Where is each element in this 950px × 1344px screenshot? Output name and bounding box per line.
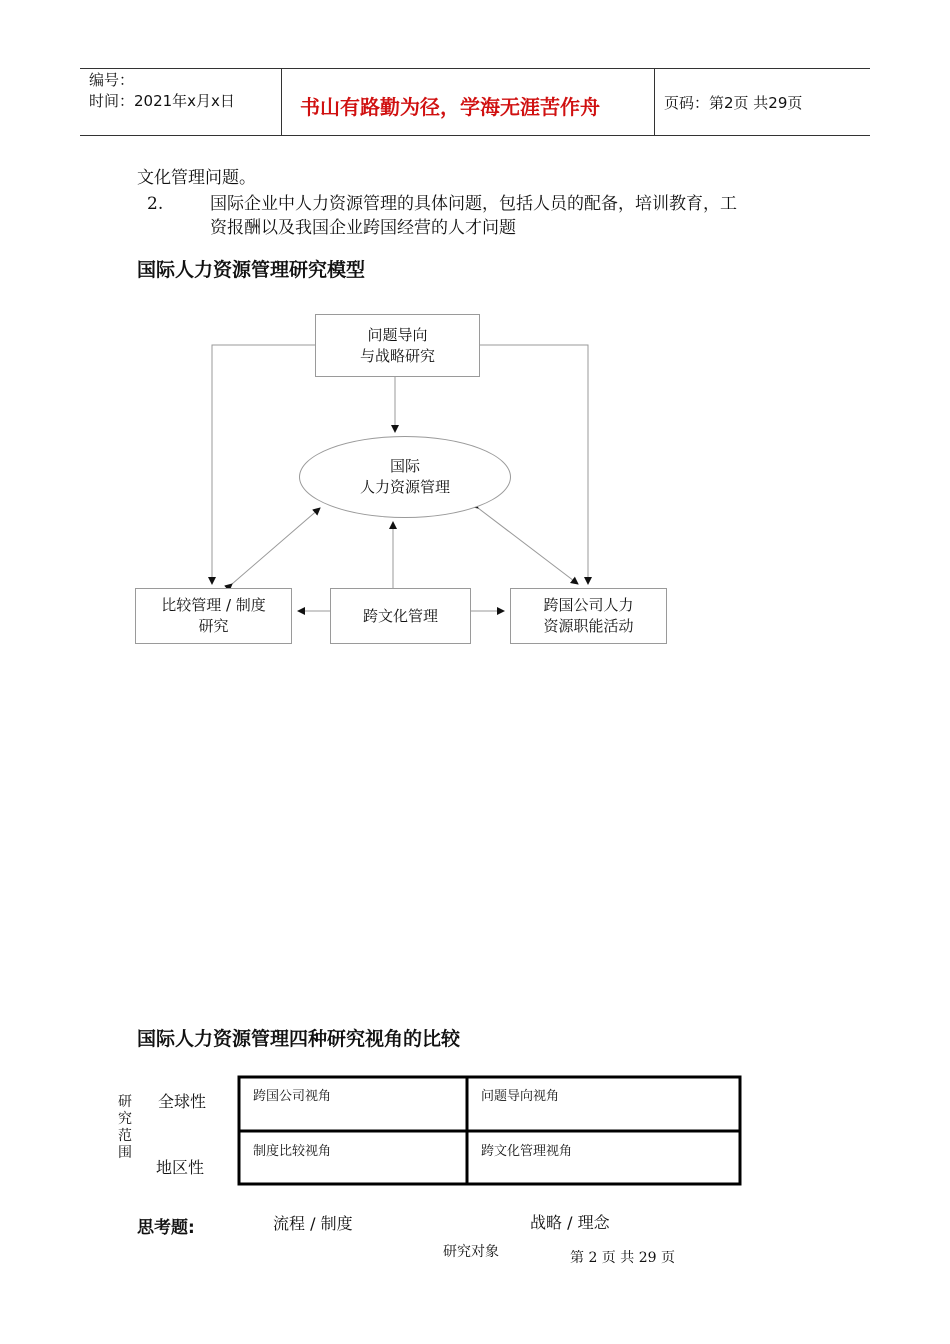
box-comparative-line-1: 比较管理 / 制度 — [161, 596, 266, 614]
grid-row-label-global: 全球性 — [158, 1092, 207, 1111]
ellipse-line-2: 人力资源管理 — [359, 478, 450, 496]
box-crosscultural-label: 跨文化管理 — [362, 606, 438, 625]
list-item-line-2: 资报酬以及我国企业跨国经营的人才问题 — [210, 218, 516, 238]
box-mnc-line-2: 资源职能活动 — [543, 617, 634, 635]
grid-vertical-axis-label: 研究范围 — [118, 1094, 132, 1161]
ellipse-line-1: 国际 — [389, 457, 420, 475]
box-strategy-line-2: 与战略研究 — [359, 346, 435, 365]
grid-cell-mnc-perspective: 跨国公司视角 — [253, 1089, 332, 1104]
section-heading-model: 国际人力资源管理研究模型 — [137, 259, 366, 281]
header-code-label: 编号： — [89, 71, 135, 89]
list-item-line-1: 国际企业中人力资源管理的具体问题，包括人员的配备，培训教育，工 — [210, 194, 737, 214]
grid-col-label-process: 流程 / 制度 — [273, 1214, 353, 1233]
think-questions-label: 思考题: — [137, 1218, 195, 1238]
page-footer: 第 2 页 共 29 页 — [570, 1250, 675, 1266]
grid-col-label-strategy: 战略 / 理念 — [530, 1213, 610, 1232]
header-page-info: 页码：第2页 共29页 — [664, 94, 803, 112]
grid-cell-problem-perspective: 问题导向视角 — [481, 1089, 560, 1104]
grid-cell-crosscultural-perspective: 跨文化管理视角 — [481, 1144, 573, 1159]
box-comparative-line-2: 研究 — [198, 617, 229, 635]
box-strategy-line-1: 问题导向 — [367, 325, 428, 344]
header-time-label: 时间：2021年x月x日 — [89, 92, 235, 110]
grid-row-label-regional: 地区性 — [156, 1158, 205, 1177]
section-heading-perspectives: 国际人力资源管理四种研究视角的比较 — [137, 1028, 461, 1050]
box-mnc-line-1: 跨国公司人力 — [543, 596, 634, 614]
grid-horizontal-axis-label: 研究对象 — [443, 1244, 499, 1260]
header-motto: 书山有路勤为径，学海无涯苦作舟 — [300, 95, 600, 119]
body-line-1: 文化管理问题。 — [137, 168, 256, 188]
grid-cell-institutional-perspective: 制度比较视角 — [253, 1144, 332, 1159]
list-item-number: 2. — [147, 194, 164, 214]
